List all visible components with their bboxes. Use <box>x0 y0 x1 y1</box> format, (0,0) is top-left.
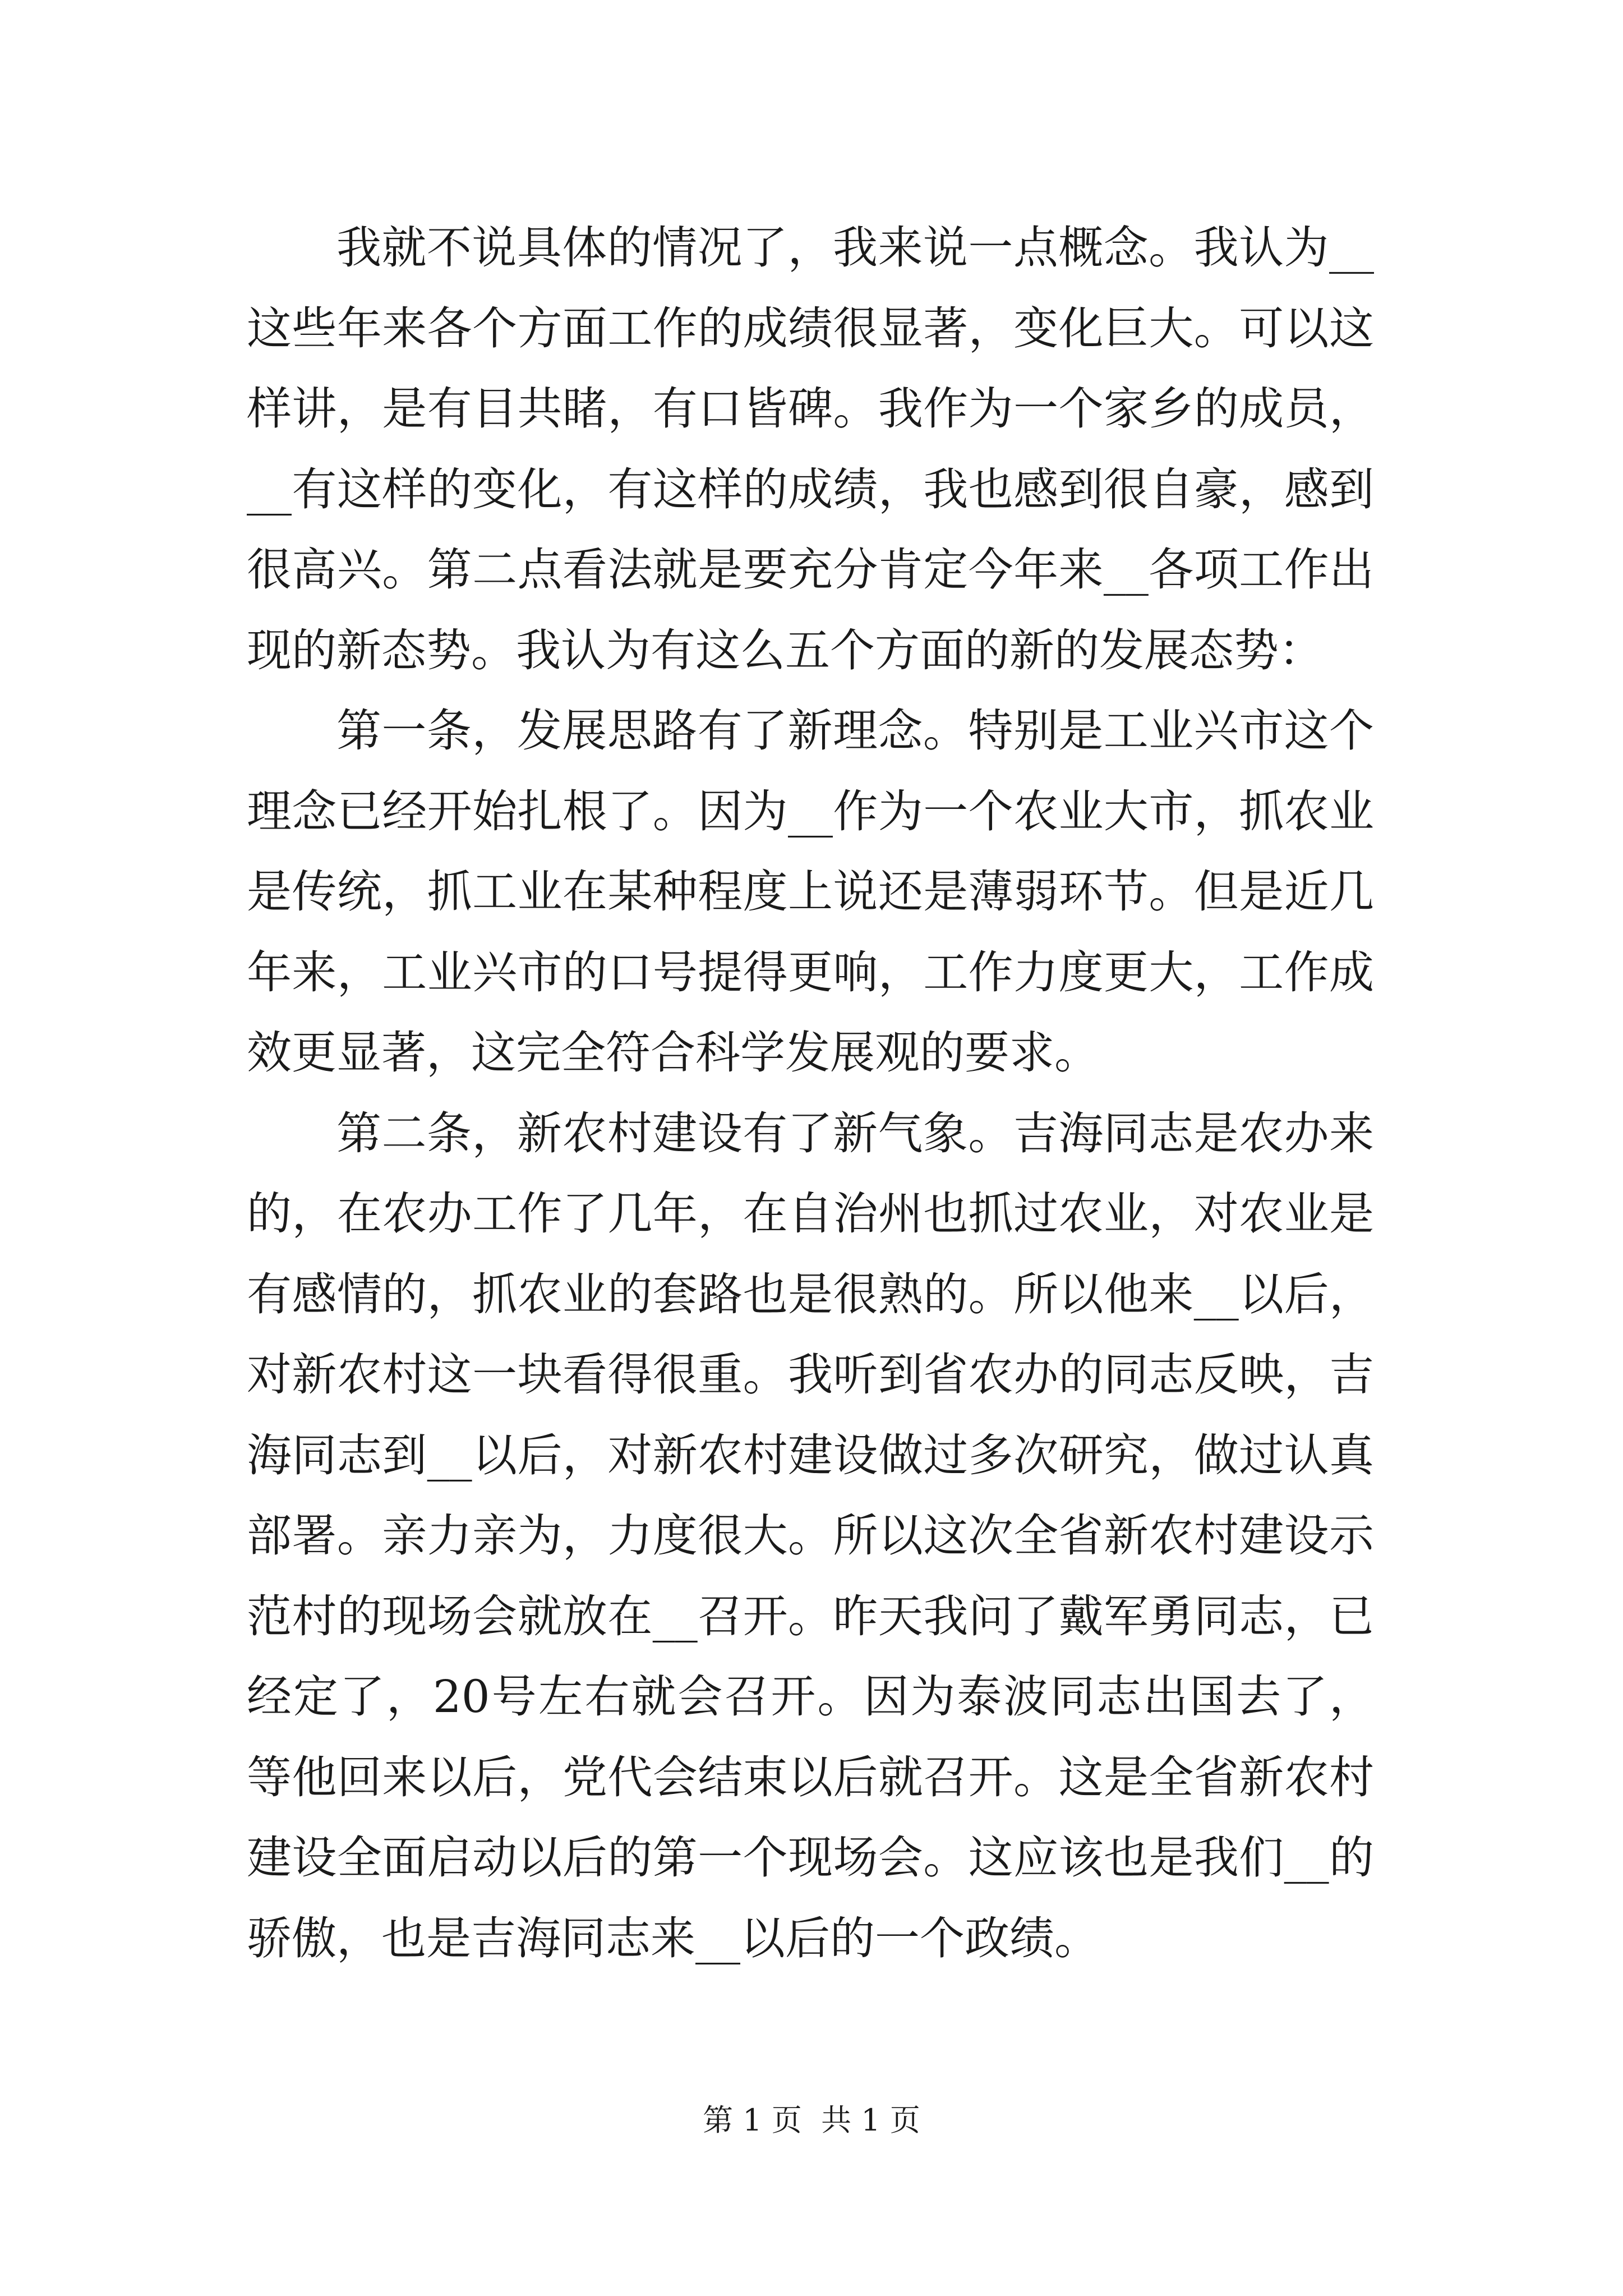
paragraph-1: 我就不说具体的情况了，我来说一点概念。我认为__这些年来各个方面工作的成绩很显著，变化巨大。可以这样讲，是有目共睹，有口皆碑。我作为一个家乡的成员，__有这样的变化，有这样的成绩，我也感到很自豪，感到很高兴。第二点看法就是要充分肯定今年来__各项工作出现的新态势。我认为有这么五个方面的新的发展态势： <box>247 222 1374 677</box>
paragraph-3: 第二条，新农村建设有了新气象。吉海同志是农办来的，在农办工作了几年，在自治州也抓过农业，对农业是有感情的，抓农业的套路也是很熟的。所以他来__以后，对新农村这一块看得很重。我听到省农办的同志反映，吉海同志到__以后，对新农村建设做过多次研究，做过认真部署。亲力亲为，力度很大。所以这次全省新农村建设示范村的现场会就放在__召开。昨天我问了戴军勇同志，已经定了，20号左右就会召开。因为泰波同志出国去了，等他回来以后，党代会结束以后就召开。这是全省新农村建设全面启动以后的第一个现场会。这应该也是我们__的骄傲，也是吉海同志来__以后的一个政绩。 <box>247 1107 1374 1964</box>
document-body <box>247 208 1374 1978</box>
page-footer: 第 1 页 共 1 页 <box>703 2102 920 2138</box>
paragraph-2: 第一条，发展思路有了新理念。特别是工业兴市这个理念已经开始扎根了。因为__作为一个农业大市，抓农业是传统，抓工业在某种程度上说还是薄弱环节。但是近几年来，工业兴市的口号提得更响，工作力度更大，工作成效更显著，这完全符合科学发展观的要求。 <box>247 705 1374 1079</box>
